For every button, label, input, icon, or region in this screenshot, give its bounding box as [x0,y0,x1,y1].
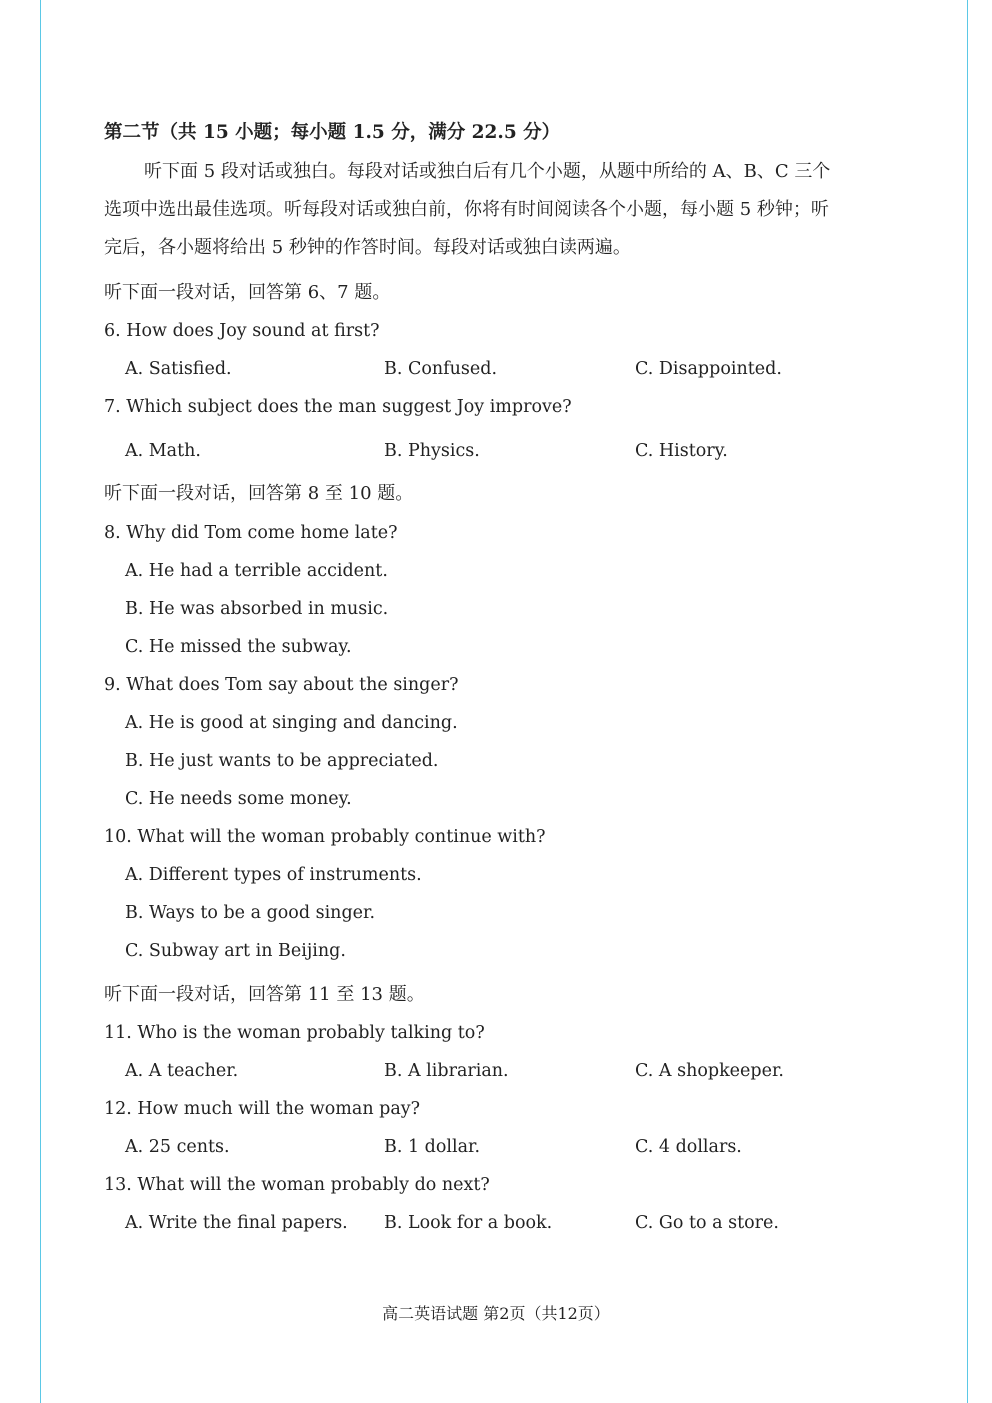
question-8-option-b: B. He was absorbed in music. [125,599,389,619]
question-9-option-b: B. He just wants to be appreciated. [125,751,439,771]
group-instruction-11-13: 听下面一段对话，回答第 11 至 13 题。 [104,984,425,1005]
question-10-option-a: A. Different types of instruments. [125,865,422,885]
question-6-stem: 6. How does Joy sound at first? [104,321,380,341]
group-instruction-8-10: 听下面一段对话，回答第 8 至 10 题。 [104,483,414,504]
question-7-stem: 7. Which subject does the man suggest Joy improve? [104,397,572,417]
section-title: 第二节（共 15 小题；每小题 1.5 分，满分 22.5 分） [104,122,561,143]
question-11-option-c: C. A shopkeeper. [635,1061,784,1081]
question-11-option-a: A. A teacher. [125,1061,239,1081]
question-9-option-c: C. He needs some money. [125,789,352,809]
page-footer: 高二英语试题 第2页（共12页） [382,1304,610,1323]
question-10-option-b: B. Ways to be a good singer. [125,903,376,923]
intro-line-2: 选项中选出最佳选项。听每段对话或独白前，你将有时间阅读各个小题，每小题 5 秒钟；听 [104,199,829,220]
question-7-option-c: C. History. [635,441,728,461]
question-13-option-c: C. Go to a store. [635,1213,779,1233]
question-12-option-c: C. 4 dollars. [635,1137,742,1157]
question-9-option-a: A. He is good at singing and dancing. [125,713,458,733]
question-8-option-a: A. He had a terrible accident. [125,561,388,581]
question-11-stem: 11. Who is the woman probably talking to? [104,1023,485,1043]
question-8-option-c: C. He missed the subway. [125,637,352,657]
question-12-option-b: B. 1 dollar. [384,1137,481,1157]
question-10-option-c: C. Subway art in Beijing. [125,941,346,961]
question-10-stem: 10. What will the woman probably continue with? [104,827,546,847]
group-instruction-6-7: 听下面一段对话，回答第 6、7 题。 [104,282,391,303]
question-13-option-b: B. Look for a book. [384,1213,553,1233]
question-13-stem: 13. What will the woman probably do next? [104,1175,490,1195]
intro-line-3: 完后，各小题将给出 5 秒钟的作答时间。每段对话或独白读两遍。 [104,237,631,258]
intro-line-1: 听下面 5 段对话或独白。每段对话或独白后有几个小题，从题中所给的 A、B、C 三个 [144,161,831,182]
question-6-option-b: B. Confused. [384,359,498,379]
question-11-option-b: B. A librarian. [384,1061,509,1081]
question-6-option-a: A. Satisfied. [125,359,232,379]
question-12-option-a: A. 25 cents. [125,1137,230,1157]
question-12-stem: 12. How much will the woman pay? [104,1099,421,1119]
question-7-option-b: B. Physics. [384,441,480,461]
question-13-option-a: A. Write the final papers. [125,1213,348,1233]
question-9-stem: 9. What does Tom say about the singer? [104,675,459,695]
question-8-stem: 8. Why did Tom come home late? [104,523,398,543]
question-7-option-a: A. Math. [125,441,201,461]
question-6-option-c: C. Disappointed. [635,359,782,379]
